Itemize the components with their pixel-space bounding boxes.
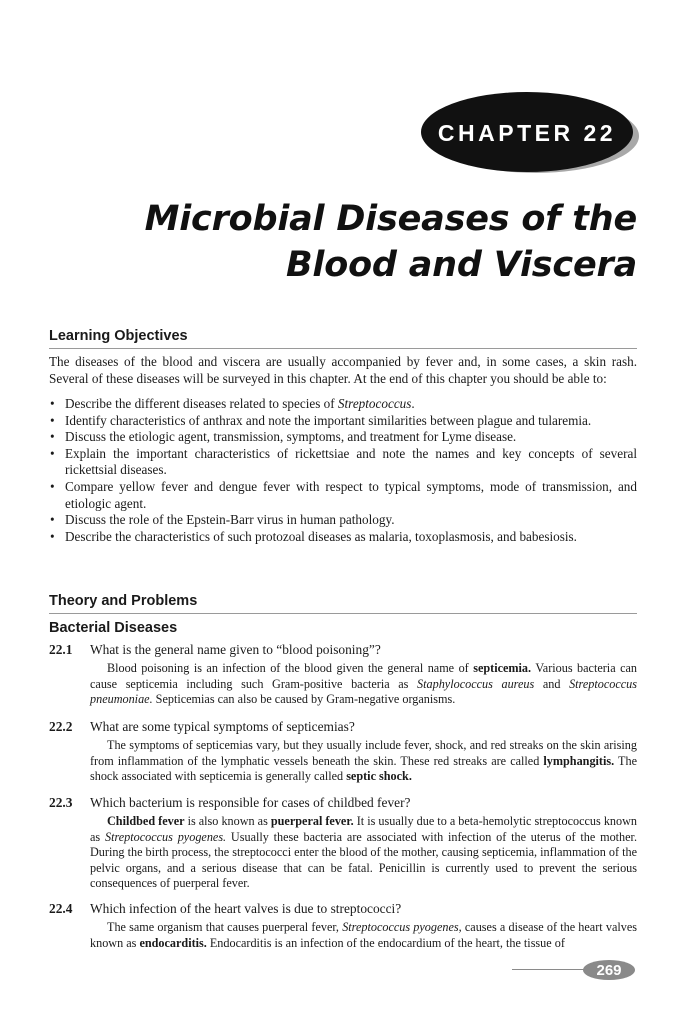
answer-bold: septicemia. <box>473 661 532 675</box>
answer-text: Usually these bacteria are associated with infection of the uterus of the mother. During the birth process, the streptococci enter the blood of the mother, causing septicemia, inflammation of the pelvic organs, and a serious disease that can be fatal. Penicillin is currently used to prevent the serious consequences of puerperal fever. <box>90 829 637 891</box>
answer-bold: lymphangitis. <box>543 753 615 768</box>
question-text: What are some typical symptoms of septicemias? <box>90 719 355 734</box>
chapter-badge <box>421 92 633 172</box>
answer <box>90 920 637 951</box>
answer-text: Septicemias can also be caused by Gram-negative organisms. <box>152 692 456 707</box>
objective-text: Discuss the role of the Epstein-Barr virus in human pathology. <box>65 512 395 528</box>
objective-italic: Streptococcus <box>337 396 412 411</box>
bacterial-diseases-subheading: Bacterial Diseases <box>49 620 178 636</box>
answer-text: The same organism that causes puerperal fever, <box>107 920 343 934</box>
question <box>49 718 637 735</box>
answer <box>90 814 637 892</box>
problem-22-1 <box>49 641 637 708</box>
objective-item <box>49 479 637 512</box>
chapter-label: CHAPTER 22 <box>437 119 617 146</box>
objective-text: Describe the different diseases related to species of <box>65 396 338 411</box>
answer-text: causes a disease of the heart valves known as <box>90 920 637 950</box>
answer-bold: endocarditis. <box>139 935 207 950</box>
learning-objectives-list <box>49 396 637 545</box>
answer-text: Various bacteria can cause septicemia including such Gram-positive bacteria as <box>90 661 637 691</box>
objective-text: Discuss the etiologic agent, transmission, symptoms, and treatment for Lyme disease. <box>65 429 517 445</box>
objective-text: Explain the important characteristics of rickettsiae and note the names and key concepts of several rickettsial diseases. <box>65 445 637 478</box>
problem-22-4 <box>49 900 637 951</box>
problem-number: 22.3 <box>49 795 73 810</box>
objective-item <box>49 512 637 529</box>
question-text: Which bacterium is responsible for cases of childbed fever? <box>90 795 411 810</box>
objective-text: Compare yellow fever and dengue fever with respect to typical symptoms, mode of transmission, and etiologic agent. <box>65 478 637 511</box>
page-number: 269 <box>596 961 622 979</box>
chapter-title-line-2: Blood and Viscera <box>285 245 637 285</box>
question-text: What is the general name given to “blood poisoning”? <box>90 642 381 657</box>
problem-number: 22.2 <box>49 719 73 734</box>
answer-bold: septic shock. <box>346 769 412 784</box>
answer <box>90 738 637 785</box>
problem-22-2 <box>49 718 637 785</box>
answer-text: The shock associated with septicemia is generally called <box>90 753 637 784</box>
problem-22-3 <box>49 794 637 892</box>
answer-text: The symptoms of septicemias vary, but they usually include fever, shock, and red streaks on the skin arising from inflammation of the lymphatic vessels beneath the skin. These red streaks are called <box>90 738 637 768</box>
theory-problems-heading: Theory and Problems <box>49 593 637 614</box>
question <box>49 641 637 658</box>
answer-text: Endocarditis is an infection of the endocardium of the heart, the tissue of <box>206 935 565 950</box>
question-text: Which infection of the heart valves is due to streptococci? <box>90 901 402 916</box>
page-number-rule <box>512 969 590 970</box>
answer-text: and <box>534 676 570 691</box>
answer-italic: Streptococcus pneumoniae. <box>90 676 637 707</box>
answer-text: is also known as <box>184 814 271 828</box>
chapter-title <box>37 196 637 288</box>
problem-number: 22.1 <box>49 642 73 657</box>
objective-item <box>49 413 637 430</box>
answer-italic: Streptococcus pyogenes, <box>342 920 462 934</box>
objective-item <box>49 429 637 446</box>
page-number-badge <box>583 960 635 980</box>
answer-text: It is usually due to a beta-hemolytic streptococcus known as <box>90 814 637 844</box>
answer <box>90 661 637 708</box>
objective-text: Describe the characteristics of such protozoal diseases as malaria, toxoplasmosis, and babesiosis. <box>65 528 577 544</box>
objective-item <box>49 529 637 546</box>
answer-bold: puerperal fever. <box>270 814 354 828</box>
objective-item <box>49 446 637 479</box>
answer-text: Blood poisoning is an infection of the blood given the general name of <box>107 661 474 675</box>
objective-text-end: . <box>411 396 415 411</box>
chapter-title-line-1: Microbial Diseases of the <box>144 199 637 239</box>
answer-italic: Staphylococcus aureus <box>417 676 535 691</box>
problem-number: 22.4 <box>49 901 73 916</box>
question <box>49 900 637 917</box>
objective-text: Identify characteristics of anthrax and note the important similarities between plague and tularemia. <box>65 412 592 428</box>
learning-objectives-heading: Learning Objectives <box>49 328 637 349</box>
answer-bold: Childbed fever <box>107 814 185 828</box>
learning-objectives-intro: The diseases of the blood and viscera are usually accompanied by fever and, in some cases, a skin rash. Several of these diseases will be surveyed in this chapter. At the end of this chapter you should be able to: <box>49 354 637 386</box>
objective-item <box>49 396 637 413</box>
answer-italic: Streptococcus pyogenes. <box>104 829 227 844</box>
question <box>49 794 637 811</box>
